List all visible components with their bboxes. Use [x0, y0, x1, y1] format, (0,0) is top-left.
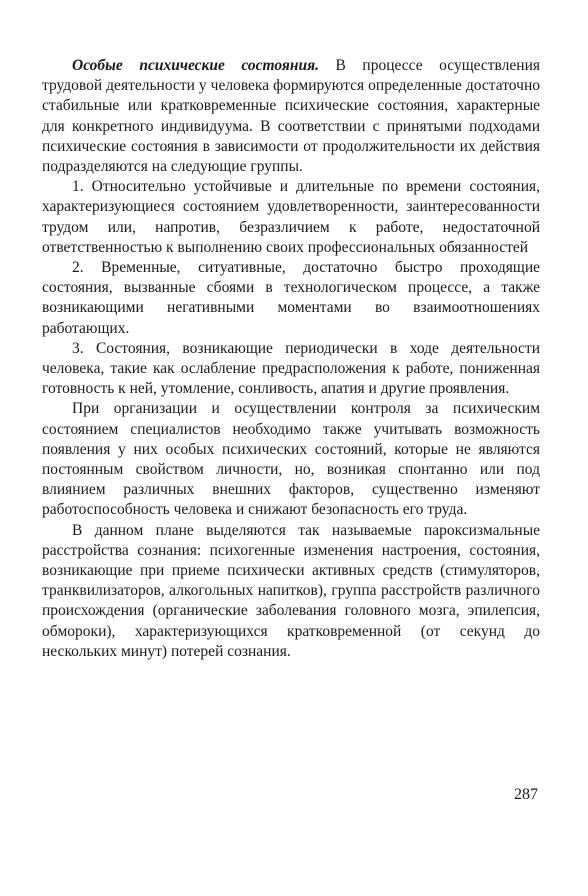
- paragraph-item-2: 2. Временные, ситуативные, достаточно быстро проходящие состояния, вызванные сбоями в технологическом процессе, а также возникающими негативными моментами во взаимоотношениях работающих.: [42, 259, 540, 337]
- paragraph-item-3: 3. Состояния, возникающие периодически в ходе деятельности человека, такие как ослабление предрасположения к работе, пониженная готовность к ней, утомление, сонливость, апатия и другие проявления.: [42, 339, 540, 398]
- page-number: 287: [514, 786, 538, 803]
- paragraph-paroxysmal: В данном плане выделяются так называемые пароксизмальные расстройства сознания: психогенные изменения настроения, состояния, возникающие при приеме психически активных средств (стимуляторов, транквилизаторов, алкогольных напитков), группа расстройств различного происхождения (органические заболевания головного мозга, эпилепсия, обмороки), характеризующихся кратковременной (от секунд до нескольких минут) потерей сознания.: [42, 521, 540, 660]
- page-body: [42, 56, 540, 836]
- paragraph-control: При организации и осуществлении контроля за психическим состоянием специалистов необходимо также учитывать возможность появления у них особых психических состояний, которые не являются постоянным свойством личности, но, возникая спонтанно или под влиянием различных внешних факторов, существенно изменяют работоспособность человека и снижают безопасность его труда.: [42, 400, 540, 519]
- paragraph-intro-text: В процессе осуществления трудовой деятельности у человека формируются определенные достаточно стабильные или кратковременные психические состояния, характерные для конкретного индивидуума. В соответствии с принятыми подходами психические состояния в зависимости от продолжительности их действия подразделяются на следующие группы.: [42, 57, 541, 176]
- paragraph-intro: [42, 56, 540, 177]
- lead-title: Особые психические состояния.: [72, 57, 320, 74]
- paragraph-item-1: 1. Относительно устойчивые и длительные по времени состояния, характеризующиеся состоянием удовлетворенности, заинтересованности трудом или, напротив, безразличием к работе, недостаточной ответственностью к выполнению своих профессиональных обязанностей: [42, 178, 540, 256]
